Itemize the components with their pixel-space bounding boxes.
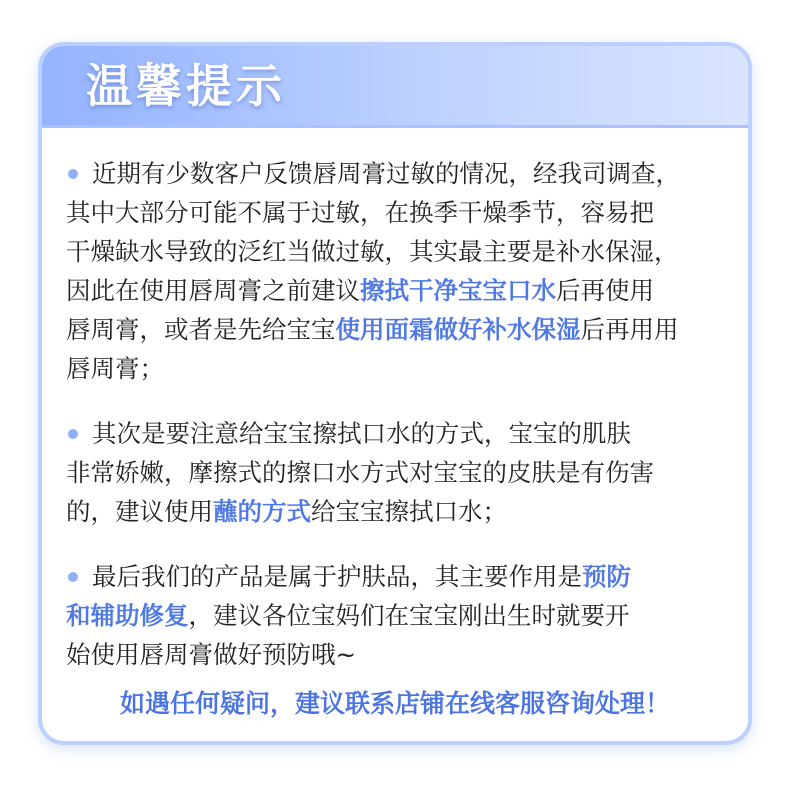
text-segment: 给宝宝擦拭口水； — [311, 497, 507, 526]
text-segment: 后再用用 — [580, 315, 679, 344]
notice-content — [66, 154, 726, 674]
footer-contact-notice: 如遇任何疑问，建议联系店铺在线客服咨询处理！ — [119, 689, 670, 718]
text-segment: 后再使用 — [556, 276, 654, 305]
bullet-dot-icon — [68, 429, 78, 439]
text-segment: 其次是要注意给宝宝擦拭口水的方式，宝宝的肌肤 — [92, 419, 631, 448]
card-title: 温馨提示 — [86, 59, 286, 113]
text-line — [66, 635, 726, 674]
text-line — [66, 349, 726, 388]
text-line — [66, 492, 726, 531]
text-segment: ，建议各位宝妈们在宝宝刚出生时就要开 — [188, 601, 630, 630]
text-line — [66, 557, 726, 596]
text-line — [66, 310, 726, 349]
bullet-dot-icon — [68, 169, 78, 179]
text-segment: 近期有少数客户反馈唇周膏过敏的情况，经我司调查， — [92, 159, 680, 188]
text-line — [66, 453, 726, 492]
paragraph-3 — [66, 557, 726, 674]
text-segment: 唇周膏，或者是先给宝宝 — [66, 315, 336, 344]
text-segment: 的，建议使用 — [66, 497, 213, 526]
highlight-text: 擦拭干净宝宝口水 — [360, 276, 556, 305]
notice-card — [38, 42, 752, 745]
text-segment: 其中大部分可能不属于过敏，在换季干燥季节，容易把 — [66, 198, 654, 227]
bullet-dot-icon — [68, 572, 78, 582]
text-line — [66, 193, 726, 232]
highlight-text: 使用面霜做好补水保湿 — [335, 315, 581, 344]
text-segment: 最后我们的产品是属于护肤品，其主要作用是 — [92, 562, 582, 591]
text-segment: 因此在使用唇周膏之前建议 — [66, 276, 360, 305]
text-line — [66, 154, 726, 193]
text-segment: 干燥缺水导致的泛红当做过敏，其实最主要是补水保湿， — [66, 237, 679, 266]
text-segment: 非常娇嫩，摩擦式的擦口水方式对宝宝的皮肤是有伤害 — [66, 458, 654, 487]
paragraph-2 — [66, 414, 726, 531]
highlight-text: 和辅助修复 — [66, 601, 189, 630]
text-segment: 始使用唇周膏做好预防哦~ — [66, 640, 357, 669]
text-line — [66, 596, 726, 635]
text-line — [66, 271, 726, 310]
text-line — [66, 414, 726, 453]
highlight-text: 预防 — [582, 562, 631, 591]
text-line — [66, 232, 726, 271]
text-segment: 唇周膏； — [66, 354, 164, 383]
card-header — [42, 46, 748, 128]
highlight-text: 蘸的方式 — [213, 497, 311, 526]
paragraph-1 — [66, 154, 726, 388]
